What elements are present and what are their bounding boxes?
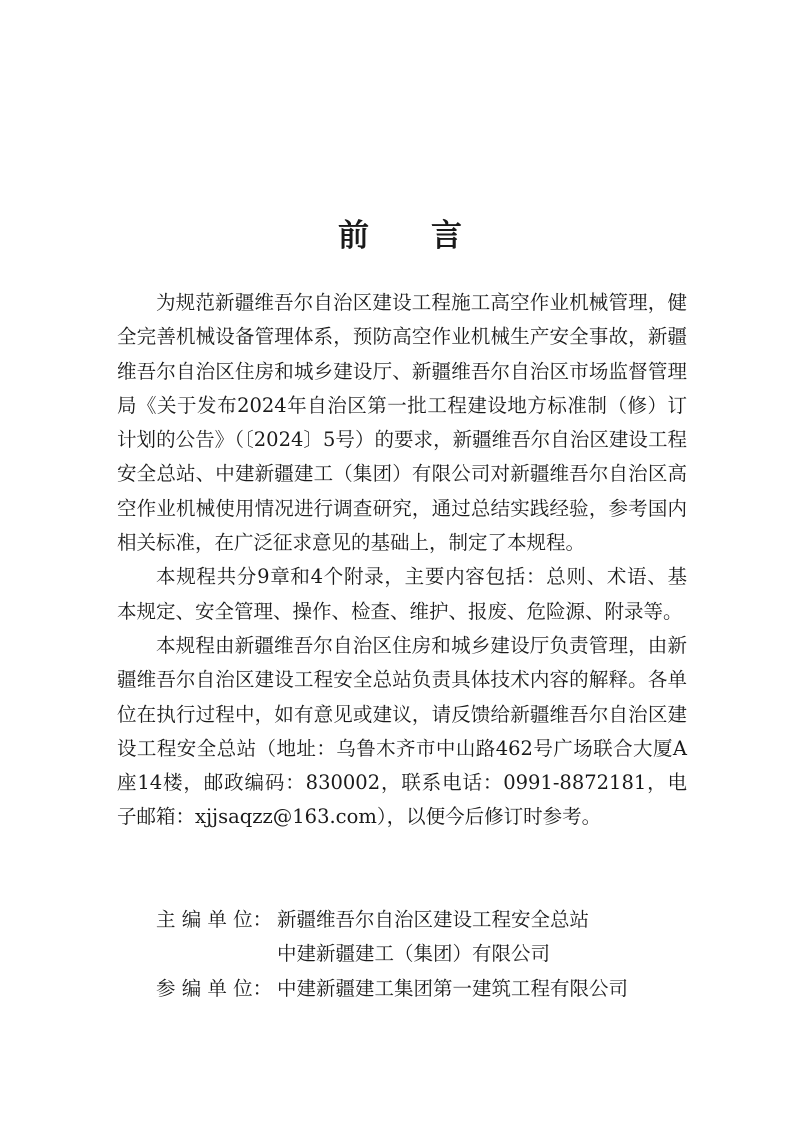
chief-editor-row	[117, 903, 717, 972]
paragraph-contents: 本规程共分9章和4个附录，主要内容包括：总则、术语、基本规定、安全管理、操作、检查、维护、报废、危险源、附录等。	[117, 565, 687, 623]
paragraph-management: 本规程由新疆维吾尔自治区住房和城乡建设厅负责管理，由新疆维吾尔自治区建设工程安全总站负责具体技术内容的解释。各单位在执行过程中，如有意见或建议，请反馈给新疆维吾尔自治区建设工程安全总站（地址：乌鲁木齐市中山路462号广场联合大厦A座14楼，邮政编码：830002，联系电话：0991-8872181，电子邮箱：xjjsaqzz@163.com），以便今后修订时参考。	[117, 633, 687, 829]
chief-editor-values	[277, 903, 589, 972]
editor-units	[117, 903, 717, 1006]
chief-editor-unit: 中建新疆建工（集团）有限公司	[277, 942, 551, 966]
preface-body	[117, 286, 687, 835]
participating-editor-values	[277, 972, 628, 1006]
page-title: 前言	[338, 218, 524, 254]
chief-editor-label: 主 编 单 位：	[156, 908, 273, 931]
chief-editor-unit: 新疆维吾尔自治区建设工程安全总站	[277, 908, 590, 931]
participating-editor-unit: 中建新疆建工集团第一建筑工程有限公司	[277, 976, 629, 1000]
participating-editor-label: 参 编 单 位：	[156, 976, 273, 1000]
paragraph-purpose: 为规范新疆维吾尔自治区建设工程施工高空作业机械管理，健全完善机械设备管理体系，预防高空作业机械生产安全事故，新疆维吾尔自治区住房和城乡建设厅、新疆维吾尔自治区市场监督管理局《关于发布2024年自治区第一批工程建设地方标准制（修）订计划的公告》（〔2024〕5号）的要求，新疆维吾尔自治区建设工程安全总站、中建新疆建工（集团）有限公司对新疆维吾尔自治区高空作业机械使用情况进行调查研究，通过总结实践经验，参考国内相关标准，在广泛征求意见的基础上，制定了本规程。	[117, 291, 687, 555]
participating-editor-row	[117, 972, 717, 1006]
